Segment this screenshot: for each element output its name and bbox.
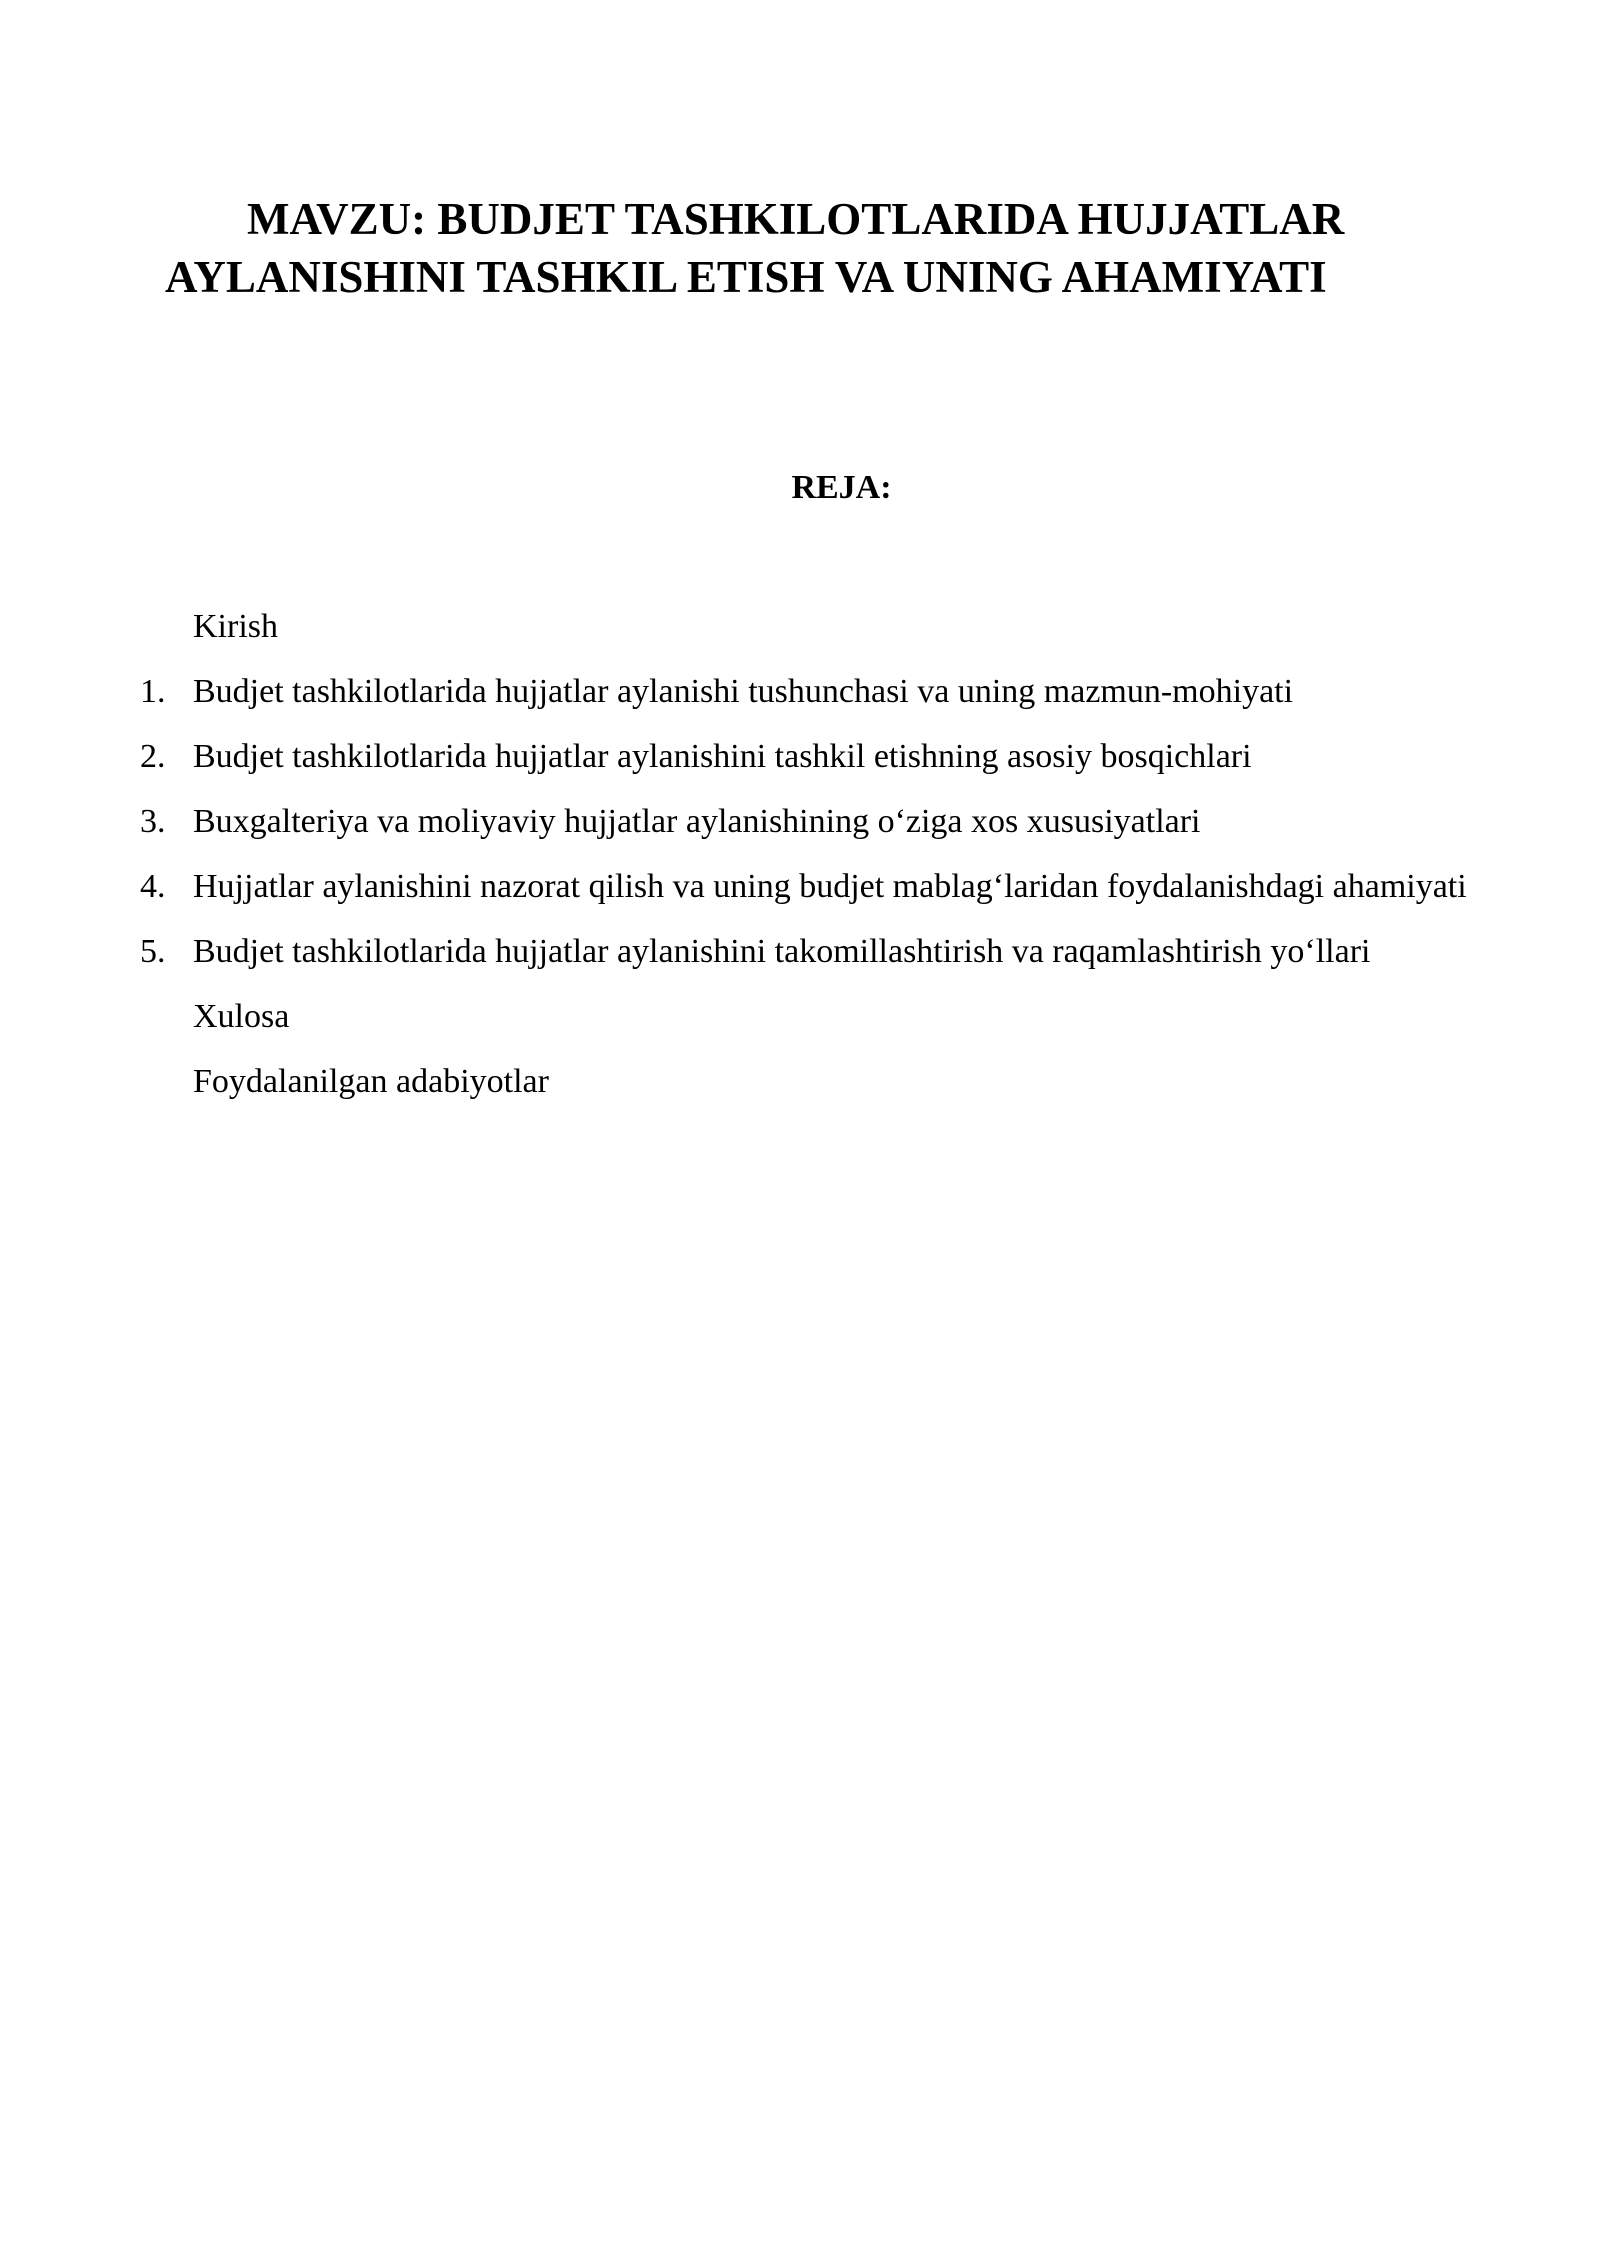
plan-item-number: 5.	[140, 933, 166, 970]
plan-item-4	[140, 854, 1487, 919]
plan-item-text: Budjet tashkilotlarida hujjatlar aylanishi tushunchasi va uning mazmun-mohiyati	[193, 673, 1294, 710]
plan-item-text: Buxgalteriya va moliyaviy hujjatlar aylanishining o‘ziga xos xususiyatlari	[193, 803, 1201, 840]
plan-conclusion	[140, 984, 1487, 1049]
plan-conclusion-text: Xulosa	[193, 998, 290, 1035]
plan-intro-text: Kirish	[193, 608, 278, 645]
plan-heading: REJA:	[791, 469, 892, 506]
plan-item-text: Budjet tashkilotlarida hujjatlar aylanishini tashkil etishning asosiy bosqichlari	[193, 738, 1252, 775]
plan-references-text: Foydalanilgan adabiyotlar	[193, 1063, 549, 1100]
title-line-1: MAVZU: BUDJET TASHKILOTLARIDA HUJJATLAR	[247, 194, 1345, 244]
plan-item-number: 3.	[140, 803, 166, 840]
document-title	[165, 190, 1505, 306]
plan-item-2	[140, 724, 1487, 789]
plan-item-text: Budjet tashkilotlarida hujjatlar aylanishini takomillashtirish va raqamlashtirish yo‘llari	[193, 933, 1371, 970]
plan-item-number: 1.	[140, 673, 166, 710]
plan-item-text: Hujjatlar aylanishini nazorat qilish va uning budjet mablag‘laridan foydalanishdagi ahamiyati	[193, 868, 1467, 905]
plan-intro	[140, 594, 1487, 659]
plan-references	[140, 1049, 1487, 1114]
title-line-2: AYLANISHINI TASHKIL ETISH VA UNING AHAMIYATI	[165, 252, 1327, 302]
plan-item-3	[140, 789, 1487, 854]
plan-item-1	[140, 659, 1487, 724]
plan-item-5	[140, 919, 1487, 984]
plan-item-number: 2.	[140, 738, 166, 775]
plan-item-number: 4.	[140, 868, 166, 905]
plan-list	[140, 594, 1487, 1114]
